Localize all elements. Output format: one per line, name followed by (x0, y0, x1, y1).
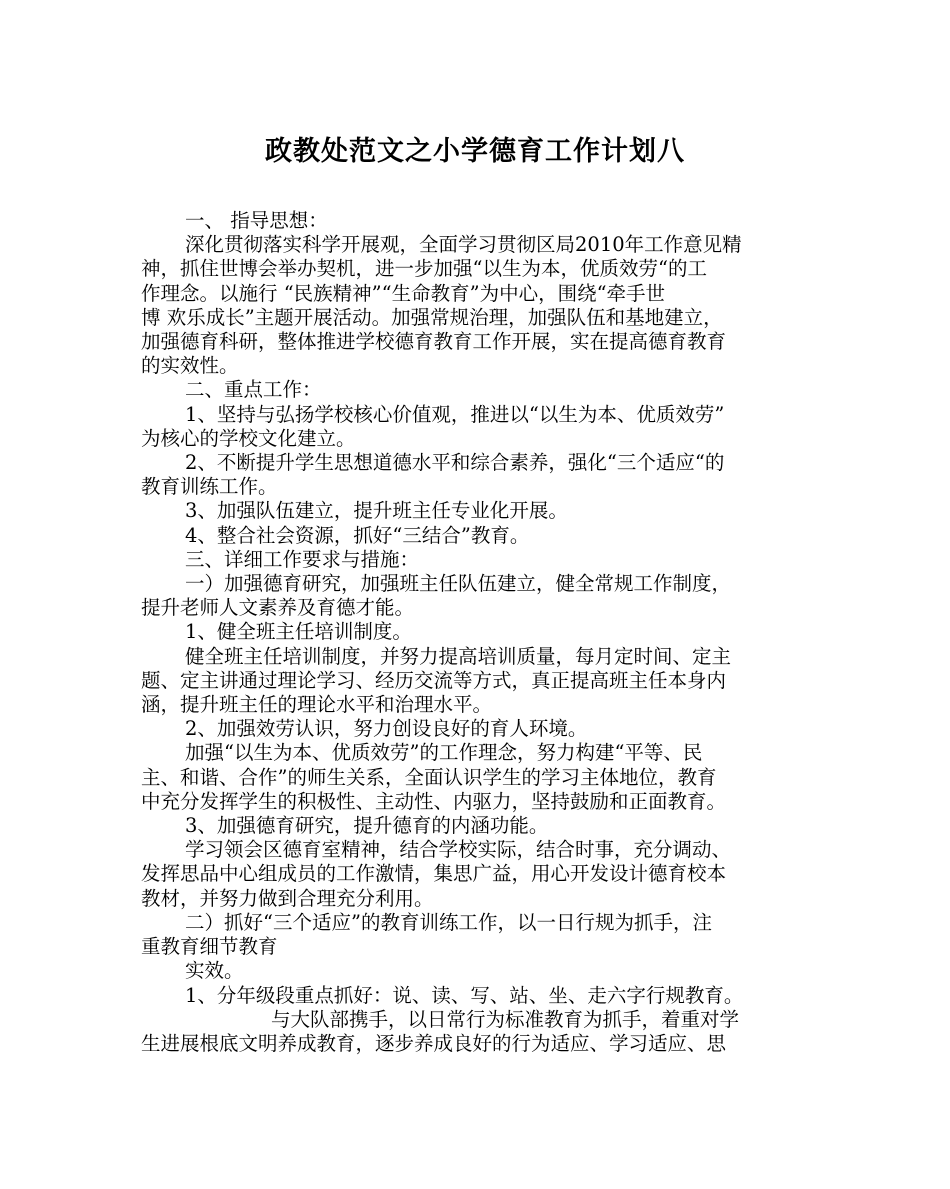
paragraph-line: 深化贯彻落实科学开展观，全面学习贯彻区局2010年工作意见精 (185, 233, 742, 257)
paragraph-line: 中充分发挥学生的积极性、主动性、内驱力，坚持鼓励和正面教育。 (141, 789, 727, 813)
section-heading: 三、详细工作要求与措施： (185, 547, 420, 571)
paragraph-line: 教材，并努力做到合理充分利用。 (141, 886, 434, 910)
document-title: 政教处范文之小学德育工作计划八 (265, 136, 685, 167)
paragraph-line: 2、不断提升学生思想道德水平和综合素养，强化“三个适应“的 (185, 451, 725, 475)
paragraph-line: 主、和谐、合作”的师生关系，全面认识学生的学习主体地位，教育 (141, 765, 717, 789)
paragraph-line: 二）抓好“三个适应”的教育训练工作，以一日行规为抓手，注 (185, 910, 712, 934)
paragraph-line: 博 欢乐成长”主题开展活动。加强常规治理，加强队伍和基地建立， (141, 305, 723, 329)
paragraph-line: 1、坚持与弘扬学校核心价值观，推进以“以生为本、优质效劳” (185, 402, 725, 426)
paragraph-line: 提升老师人文素养及育德才能。 (141, 596, 415, 620)
paragraph-line: 2、加强效劳认识，努力创设良好的育人环境。 (185, 717, 588, 741)
paragraph-line: 作理念。以施行 “民族精神”“生命教育”为中心，围绕“牵手世 (141, 281, 666, 305)
paragraph-line: 教育训练工作。 (141, 475, 278, 499)
paragraph-line: 1、健全班主任培训制度。 (185, 620, 412, 644)
paragraph-line: 的实效性。 (141, 354, 239, 378)
paragraph-line: 1、分年级段重点抓好：说、读、写、站、坐、走六字行规教育。 (185, 983, 744, 1007)
paragraph-line: 3、加强德育研究，提升德育的内涵功能。 (185, 814, 549, 838)
paragraph-line: 题、定主讲通过理论学习、经历交流等方式，真正提高班主任本身内 (141, 668, 727, 692)
paragraph-line: 健全班主任培训制度，并努力提高培训质量，每月定时间、定主 (185, 644, 732, 668)
paragraph-line: 生进展根底文明养成教育，逐步养成良好的行为适应、学习适应、思 (141, 1031, 727, 1055)
section-heading: 一、 指导思想： (185, 209, 328, 232)
paragraph-line: 一）加强德育研究，加强班主任队伍建立，健全常规工作制度， (185, 572, 732, 596)
document-body (141, 209, 826, 1056)
paragraph-line: 发挥思品中心组成员的工作激情，集思广益，用心开发设计德育校本 (141, 862, 727, 886)
paragraph-line: 加强德育科研，整体推进学校德育教育工作开展，实在提高德育教育 (141, 330, 727, 354)
paragraph-line: 4、整合社会资源，抓好“三结合”教育。 (185, 523, 530, 547)
section-heading: 二、重点工作： (185, 378, 322, 402)
paragraph-line: 神，抓住世博会举办契机，进一步加强“以生为本，优质效劳“的工 (141, 257, 707, 281)
paragraph-line: 学习领会区德育室精神，结合学校实际，结合时事，充分调动、 (185, 838, 732, 862)
paragraph-line: 重教育细节教育 (141, 935, 278, 959)
paragraph-line: 与大队部携手，以日常行为标准教育为抓手，着重对学 (271, 1007, 740, 1031)
paragraph-line: 实效。 (185, 959, 244, 983)
paragraph-line: 加强“以生为本、优质效劳”的工作理念，努力构建“平等、民 (185, 741, 703, 765)
paragraph-line: 为核心的学校文化建立。 (141, 426, 356, 450)
paragraph-line: 涵，提升班主任的理论水平和治理水平。 (141, 693, 493, 717)
paragraph-line: 3、加强队伍建立，提升班主任专业化开展。 (185, 499, 568, 523)
